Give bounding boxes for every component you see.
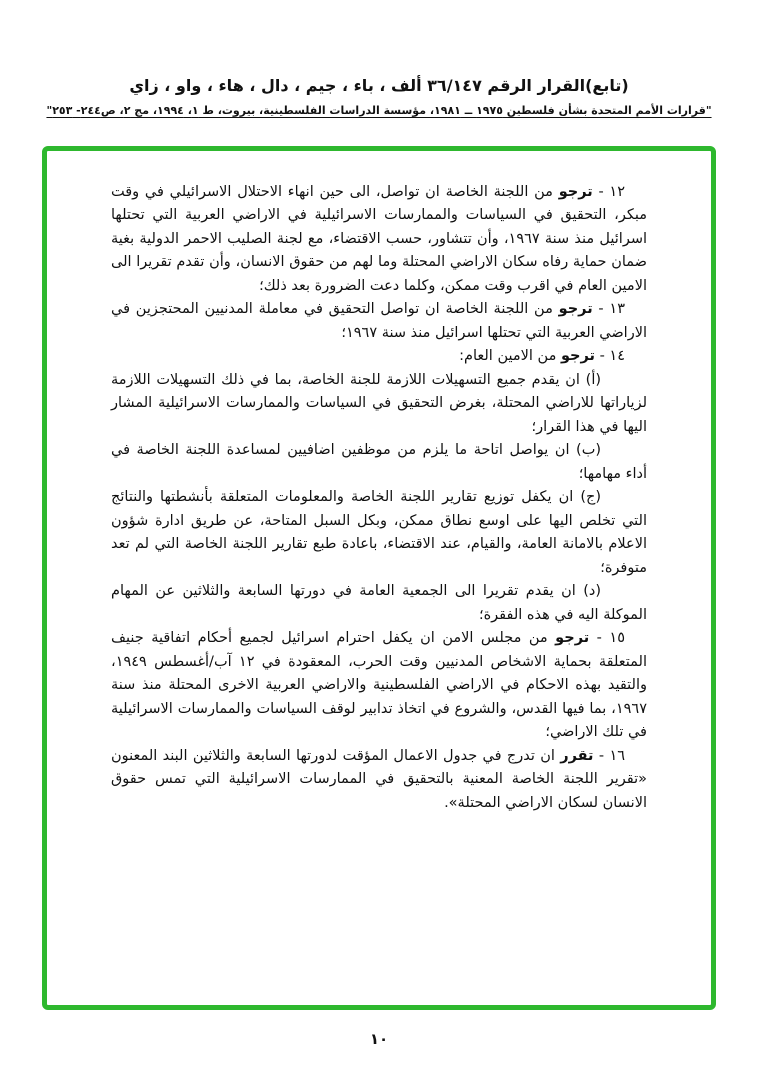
subparagraph-label: (أ) xyxy=(585,371,601,388)
paragraph-text: ان يقدم جميع التسهيلات اللازمة للجنة الخاصة، بما في ذلك التسهيلات اللازمة لزياراتها للاراضي المحتلة، بغرض التحقيق في السياسات والممارسات الاسرائيلية المشار اليها في هذا القرار؛ xyxy=(111,371,647,435)
paragraph-text: من الامين العام: xyxy=(459,348,561,365)
operative-verb: ترجو xyxy=(558,301,593,318)
subparagraph-b xyxy=(111,439,647,486)
paragraph-number: ١٣ - xyxy=(592,301,625,318)
source-citation: "قرارات الأمم المتحدة بشأن فلسطين ١٩٧٥ ــ ١٩٨١، مؤسسة الدراسات الفلسطينية، بيروت، ط ١، ١٩٩٤، مج ٢، ص٢٤٤- ٢٥٣" xyxy=(46,104,712,117)
subparagraph-d xyxy=(111,580,647,627)
resolution-body xyxy=(47,151,711,815)
paragraph-text: ان تدرج في جدول الاعمال المؤقت لدورتها السابعة والثلاثين البند المعنون «تقرير اللجنة الخاصة المعنية بالتحقيق في الممارسات الاسرائيلية التي تمس حقوق الانسان لسكان الاراضي المحتلة». xyxy=(111,747,647,811)
paragraph-text: ان يواصل اتاحة ما يلزم من موظفين اضافيين لمساعدة اللجنة الخاصة في أداء مهامها؛ xyxy=(111,442,647,482)
paragraph-text: من اللجنة الخاصة ان تواصل، الى حين انهاء الاحتلال الاسرائيلي في وقت مبكر، التحقيق في السياسات والممارسات الاسرائيلية في الاراضي العربية التي تحتلها اسرائيل منذ سنة ١٩٦٧، وأن تتشاور، حسب الاقتضاء، مع لجنة الصليب الاحمر الدولية بغية ضمان حماية رفاه سكان الاراضي المحتلة وما لهم من حقوق الانسان، وأن تقدم تقريرا الى الامين العام في اقرب وقت ممكن، وكلما دعت الضرورة بعد ذلك؛ xyxy=(111,184,647,294)
paragraph-text: من اللجنة الخاصة ان تواصل التحقيق في معاملة المدنيين المحتجزين في الاراضي العربية التي تحتلها اسرائيل منذ سنة ١٩٦٧؛ xyxy=(111,301,647,341)
paragraph-12 xyxy=(111,181,647,298)
subparagraph-label: (ج) xyxy=(580,489,601,506)
paragraph-14 xyxy=(111,345,647,368)
paragraph-text: ان يقدم تقريرا الى الجمعية العامة في دورتها السابعة والثلاثين عن المهام الموكلة اليه في هذه الفقرة؛ xyxy=(111,583,647,623)
paragraph-number: ١٤ - xyxy=(594,348,625,365)
paragraph-text: من مجلس الامن ان يكفل احترام اسرائيل لجميع أحكام اتفاقية جنيف المتعلقة بحماية الاشخاص المدنيين وقت الحرب، المعقودة في ١٢ آب/أغسطس ١٩٤٩، والتقيد بهذه الاحكام في الاراضي الفلسطينية والاراضي العربية الاخرى المحتلة منذ سنة ١٩٦٧، بما فيها القدس، والشروع في اتخاذ تدابير لوقف السياسات والممارسات الاسرائيلية في تلك الاراضي؛ xyxy=(111,630,647,741)
paragraph-number: ١٢ - xyxy=(592,184,625,200)
operative-verb: ترجو xyxy=(560,348,595,365)
resolution-title: (تابع)القرار الرقم ٣٦/١٤٧ ألف ، باء ، جيم ، دال ، هاء ، واو ، زاي xyxy=(129,76,629,95)
paragraph-16 xyxy=(111,745,647,815)
paragraph-number: ١٦ - xyxy=(593,747,626,764)
paragraph-15 xyxy=(111,627,647,744)
paragraph-text: ان يكفل توزيع تقارير اللجنة الخاصة والمعلومات المتعلقة بأنشطتها والنتائج التي تخلص اليها على اوسع نطاق ممكن، وبكل السبل المتاحة، عن طريق ادارة شؤون الاعلام بالامانة العامة، والقيام، عند الاقتضاء، باعادة طبع تقارير اللجنة الخاصة التي لم تعد متوفرة؛ xyxy=(111,489,647,576)
operative-verb: تقرر xyxy=(560,747,594,764)
document-header xyxy=(0,0,758,117)
subparagraph-label: (ب) xyxy=(576,442,601,459)
page-number: ١٠ xyxy=(369,1030,389,1048)
operative-verb: ترجو xyxy=(555,630,590,647)
paragraph-number: ١٥ - xyxy=(589,630,625,647)
subparagraph-c xyxy=(111,486,647,580)
subparagraph-label: (د) xyxy=(583,583,601,600)
content-frame xyxy=(42,146,716,1010)
subparagraph-a xyxy=(111,369,647,439)
operative-verb: ترجو xyxy=(558,184,593,200)
paragraph-13 xyxy=(111,298,647,345)
